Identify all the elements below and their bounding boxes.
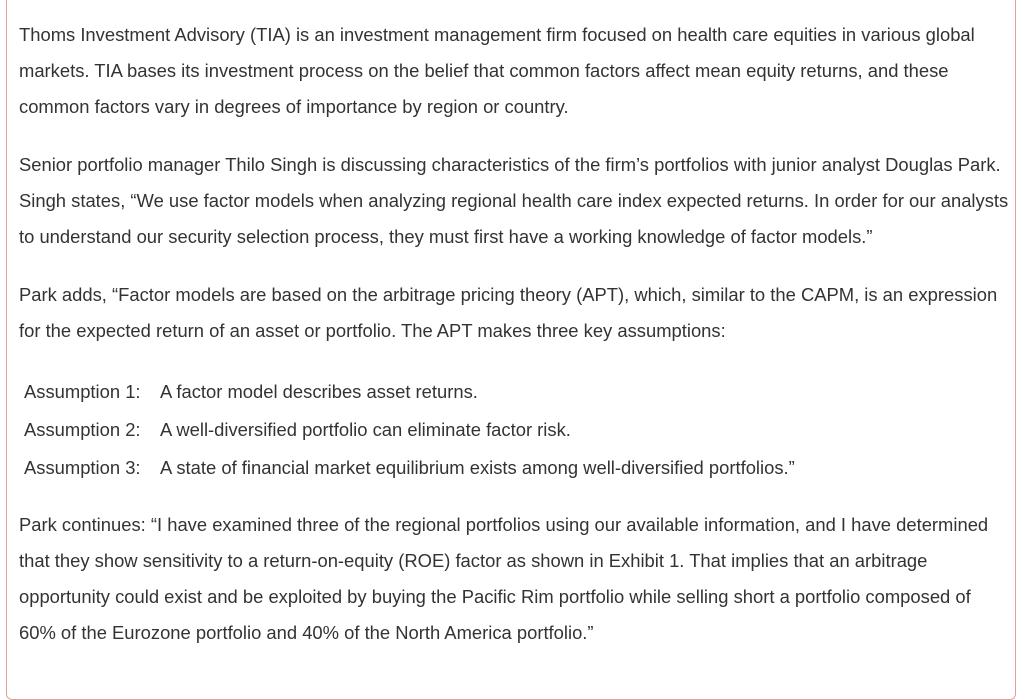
assumption-item xyxy=(24,449,1009,487)
assumption-text: A factor model describes asset returns. xyxy=(160,381,478,402)
assumption-text: A state of financial market equilibrium exists among well-diversified portfolios.” xyxy=(160,457,795,478)
paragraph-singh: Senior portfolio manager Thilo Singh is discussing characteristics of the firm’s portfolios with junior analyst Douglas Park. Singh states, “We use factor models when analyzing regional health care index expected returns. In order for our analysts to understand our security selection process, they must first have a working knowledge of factor models.” xyxy=(19,154,1009,247)
assumption-item xyxy=(24,373,1009,411)
paragraph-park-adds: Park adds, “Factor models are based on the arbitrage pricing theory (APT), which, similar to the CAPM, is an expression for the expected return of an asset or portfolio. The APT makes three key assumptions: xyxy=(19,284,998,341)
paragraph-park-continues: Park continues: “I have examined three of the regional portfolios using our available information, and I have determined that they show sensitivity to a return-on-equity (ROE) factor as shown in Exhibit 1. That implies that an arbitrage opportunity could exist and be exploited by buying the Pacific Rim portfolio while selling short a portfolio composed of 60% of the Eurozone portfolio and 40% of the North America portfolio.” xyxy=(19,514,989,643)
vignette-text xyxy=(19,17,1009,651)
assumption-item xyxy=(24,411,1009,449)
assumption-label: Assumption 3: xyxy=(24,457,141,478)
assumptions-list xyxy=(19,373,1009,487)
question-panel xyxy=(6,0,1016,700)
assumption-label: Assumption 2: xyxy=(24,419,141,440)
assumption-text: A well-diversified portfolio can eliminate factor risk. xyxy=(160,419,571,440)
paragraph-intro: Thoms Investment Advisory (TIA) is an investment management firm focused on health care equities in various global markets. TIA bases its investment process on the belief that common factors affect mean equity returns, and these common factors vary in degrees of importance by region or country. xyxy=(19,24,975,117)
assumption-label: Assumption 1: xyxy=(24,381,141,402)
